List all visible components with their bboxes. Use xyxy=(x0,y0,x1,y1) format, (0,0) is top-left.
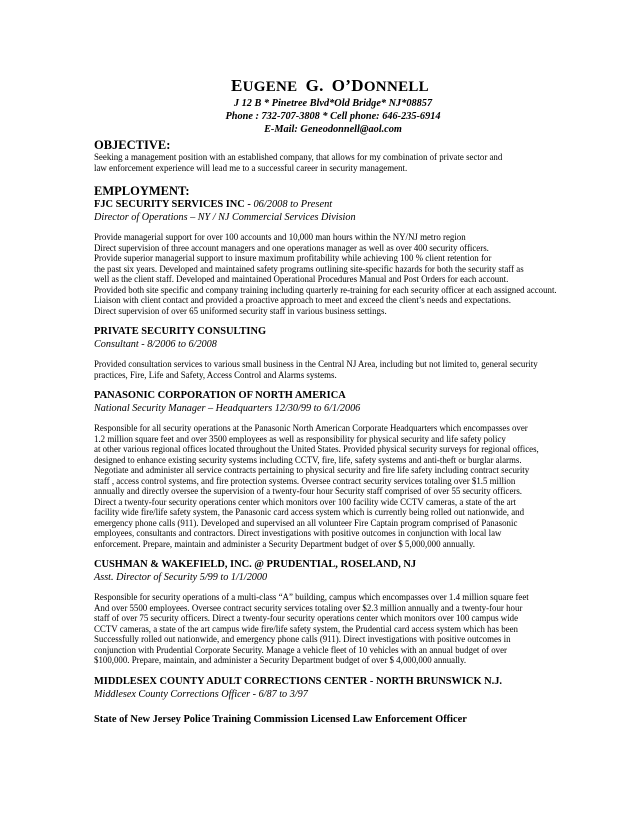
objective-text: Seeking a management position with an established company, that allows for my combination of private sector and law enforcement experience will lead me to a successful career in security management. xyxy=(94,152,503,173)
job-company: PRIVATE SECURITY CONSULTING xyxy=(94,326,267,337)
job-dates: 06/2008 to Present xyxy=(253,199,333,210)
job-title: National Security Manager – Headquarters 12/30/99 to 6/1/2006 xyxy=(94,403,361,414)
job-title: Director of Operations – NY / NJ Commercial Services Division xyxy=(94,212,356,223)
objective-heading: OBJECTIVE: xyxy=(94,138,171,152)
email-line: E-Mail: Geneodonnell@aol.com xyxy=(264,124,402,135)
job-description: Provided consultation services to various small business in the Central NJ Area, including but not limited to, general security practices, Fire, Life and Safety, Access Control and Alarms systems. xyxy=(94,359,538,380)
job-company: PANASONIC CORPORATION OF NORTH AMERICA xyxy=(94,390,346,401)
job-entry xyxy=(94,558,564,666)
employment-heading: EMPLOYMENT: xyxy=(94,184,190,198)
job-entry xyxy=(94,325,564,380)
job-entry xyxy=(94,198,564,316)
job-description: Responsible for all security operations at the Panasonic North American Corporate Headquarters which encompasses over 1.2 million square feet and over 3500 employees as well as responsibility for physical security and life safety policy at other various regional offices located throughout the United States. Provided physical security surveys for regional offices, designed to enhance existing security systems including CCTV, fire, life, safety systems and anti-theft or burglar alarms. Negotiate and administer all service contracts pertaining to physical security and fire life safety including contract security staff , access control systems, and fire protection systems. Oversee contract security services totaling over $1.5 million annually and directly oversee the supervision of a twenty-four hour Security staff comprised of over 55 security officers. Direct a twenty-four security operations center which monitors over 100 facility wide CCTV cameras, a state of the art facility wide fire/life safety system, the Panasonic card access system which is currently being rolled out nationwide, and emergency phone calls (911). Developed and supervised an all volunteer Fire Captain program comprised of Panasonic employees, consultants and contractors. Direct investigations with positive outcomes in conjunction with local law enforcement. Prepare, maintain and administer a Security Department budget of over $ 5,000,000 annually. xyxy=(94,423,539,549)
certification-line: State of New Jersey Police Training Commission Licensed Law Enforcement Officer xyxy=(94,713,467,725)
resume-body xyxy=(94,138,564,726)
phone-line: Phone : 732-707-3808 * Cell phone: 646-235-6914 xyxy=(225,111,441,122)
resume-header xyxy=(0,76,638,136)
job-title: Consultant - 8/2006 to 6/2008 xyxy=(94,339,217,350)
address-line: J 12 B * Pinetree Blvd*Old Bridge* NJ*08857 xyxy=(233,98,433,109)
job-description: Provide managerial support for over 100 accounts and 10,000 man hours within the NY/NJ metro region Direct supervision of three account managers and one operations manager as well as over 400 security officers. Provide superior managerial support to insure maximum profitability while achieving 100 % client retention for the past six years. Developed and maintained safety programs outlining site-specific hazards for both the security staff as well as the client staff. Developed and maintained Operational Procedures Manual and Post Orders for each account. Provided both site specific and company training including quarterly re-training for each security officer at each assigned account. Liaison with client contact and provided a proactive approach to meet and exceed the client’s needs and expectations. Direct supervision of over 65 uniformed security staff in various business settings. xyxy=(94,232,557,316)
job-entry xyxy=(94,675,564,701)
job-title: Asst. Director of Security 5/99 to 1/1/2000 xyxy=(94,572,268,583)
job-company: MIDDLESEX COUNTY ADULT CORRECTIONS CENTER - NORTH BRUNSWICK N.J. xyxy=(94,675,503,687)
job-description: Responsible for security operations of a multi-class “A” building, campus which encompasses over 1.4 million square feet And over 5500 employees. Oversee contract security services totaling over $2.3 million annually and a twenty-four hour staff of over 75 security officers. Direct a twenty-four security operations center which monitors over 100 campus wide CCTV cameras, a state of the art campus wide fire/life safety system, the Prudential card access system which has been Successfully rolled out nationwide, and emergency phone calls (911). Direct investigations with positive outcomes in conjunction with Prudential Corporate Security. Manage a vehicle fleet of 10 vehicles with an annual budget of over $100,000. Prepare, maintain, and administer a Security Department budget of over $ 4,000,000 annually. xyxy=(94,592,529,665)
job-entry xyxy=(94,389,564,549)
job-company: CUSHMAN & WAKEFIELD, INC. @ PRUDENTIAL, ROSELAND, NJ xyxy=(94,559,417,570)
job-company: FJC SECURITY SERVICES INC - 06/2008 to Present xyxy=(94,199,333,210)
job-title: Middlesex County Corrections Officer - 6/87 to 3/97 xyxy=(94,688,308,700)
candidate-name: EUGENE G. O’DONNELL xyxy=(231,76,429,95)
